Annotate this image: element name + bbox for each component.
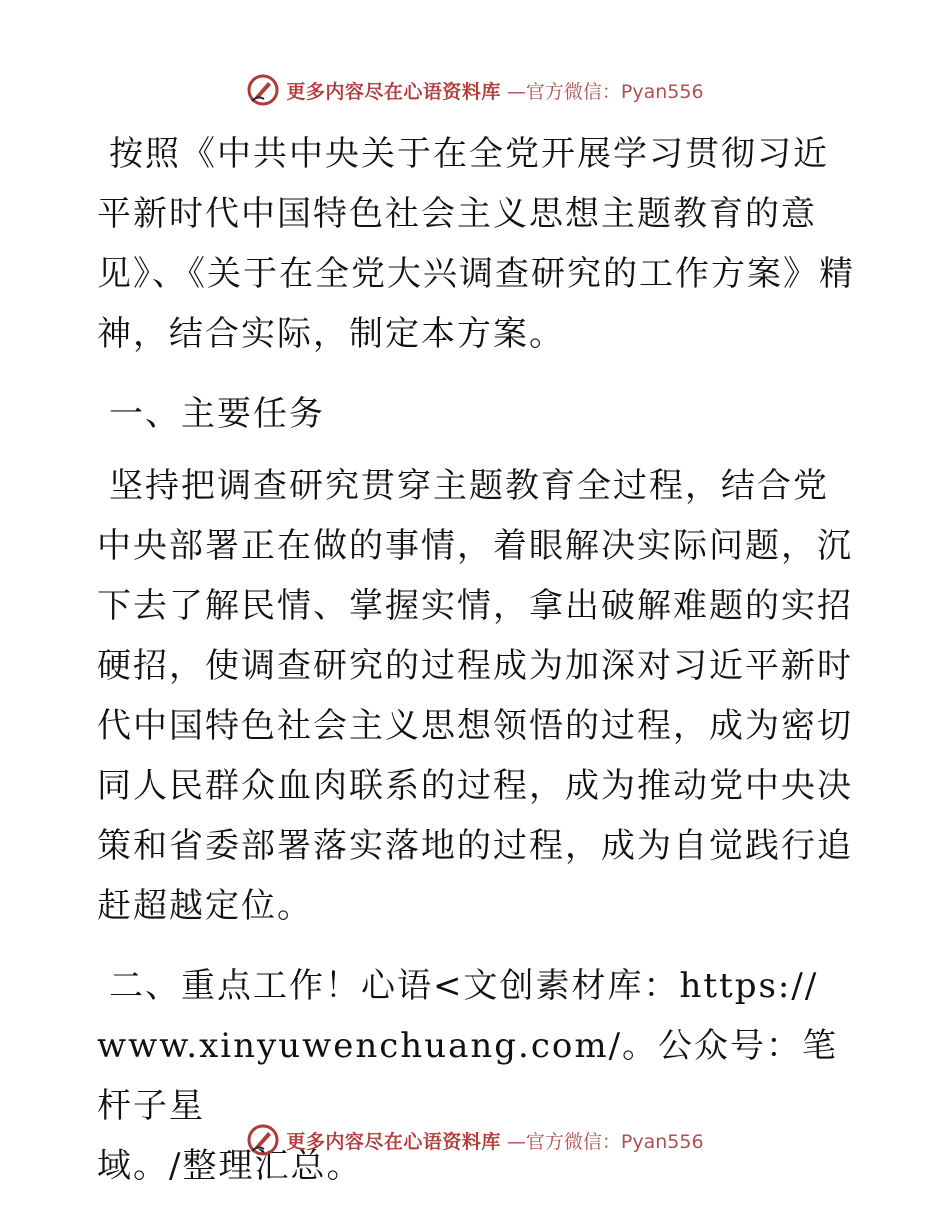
- watermark-sub-text: —官方微信：Pyan556: [506, 1130, 704, 1153]
- footer-watermark: [0, 1120, 950, 1160]
- watermark-main-text: 更多内容尽在心语资料库: [286, 80, 501, 103]
- section-2-title-line-3: 域。/整理汇总。: [97, 1146, 363, 1186]
- header-watermark: [0, 70, 950, 110]
- watermark-main-text: 更多内容尽在心语资料库: [286, 1130, 501, 1153]
- quill-logo-icon: [246, 1123, 280, 1157]
- document-body: [97, 124, 857, 1196]
- section-2-title-line-1: 二、重点工作！心语<文创素材库：https://: [109, 966, 819, 1006]
- watermark-sub-text: —官方微信：Pyan556: [506, 80, 704, 103]
- quill-logo-icon: [246, 73, 280, 107]
- section-1-title: 一、主要任务: [109, 394, 325, 434]
- section-1-paragraph: 坚持把调查研究贯穿主题教育全过程，结合党中央部署正在做的事情，着眼解决实际问题，沉下去了解民情、掌握实情，拿出破解难题的实招硬招，使调查研究的过程成为加深对习近平新时代中国特色社会主义思想领悟的过程，成为密切同人民群众血肉联系的过程，成为推动党中央决策和省委部署落实落地的过程，成为自觉践行追赶超越定位。: [97, 466, 853, 926]
- section-2-title-line-2: www.xinyuwenchuang.com/。公众号：笔杆子星: [97, 1026, 839, 1126]
- intro-paragraph: 按照《中共中央关于在全党开展学习贯彻习近平新时代中国特色社会主义思想主题教育的意见》、《关于在全党大兴调查研究的工作方案》精神，结合实际，制定本方案。: [97, 134, 855, 354]
